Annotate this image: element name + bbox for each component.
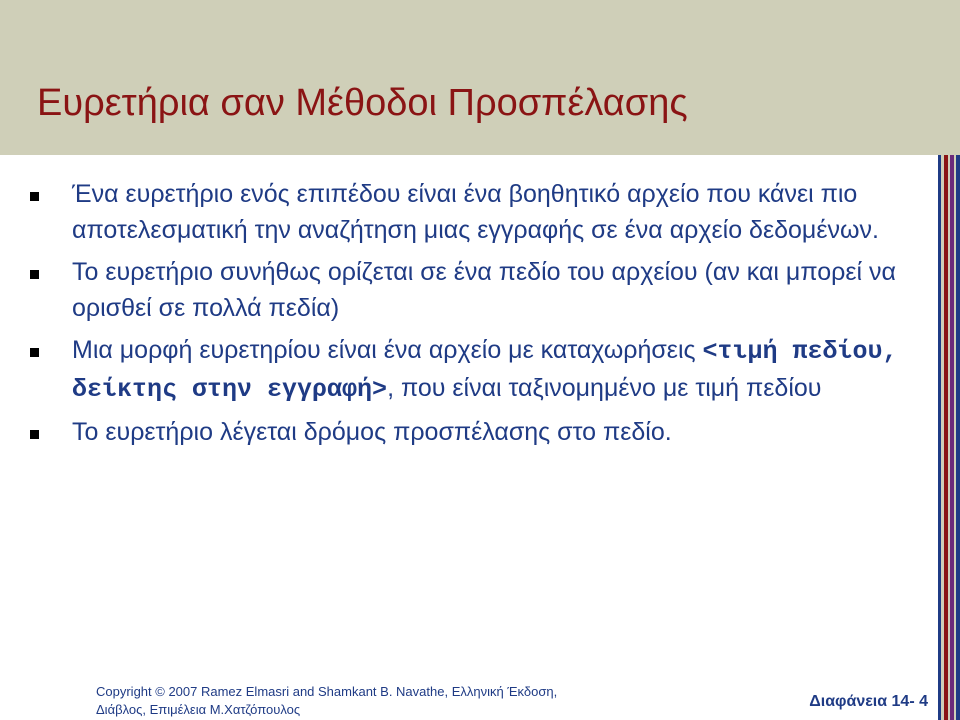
bullet-text-after: , που είναι ταξινομημένο με τιμή πεδίου — [387, 374, 822, 402]
square-bullet-icon — [30, 270, 39, 279]
stripe — [956, 155, 960, 720]
bullet-text: Ένα ευρετήριο ενός επιπέδου είναι ένα βοηθητικό αρχείο που κάνει πιο αποτελεσματική την αναζήτηση μιας εγγραφής σε ένα αρχείο δεδομένων. — [72, 180, 879, 244]
bullet-text-strong: <τιμή πεδίου, δείκτης στην εγγραφή> — [72, 337, 898, 404]
square-bullet-icon — [30, 192, 39, 201]
bullet-item — [30, 254, 910, 326]
bullet-list — [30, 176, 910, 456]
slide-title: Ευρετήρια σαν Μέθοδοι Προσπέλασης — [37, 82, 688, 124]
copyright-line-2: Διάβλος, Επιμέλεια Μ.Χατζόπουλος — [96, 702, 301, 717]
square-bullet-icon — [30, 430, 39, 439]
bullet-item — [30, 176, 910, 248]
title-band — [0, 0, 960, 155]
bullet-item — [30, 414, 910, 450]
decorative-stripes — [938, 155, 960, 720]
bullet-text: Το ευρετήριο συνήθως ορίζεται σε ένα πεδίο του αρχείου (αν και μπορεί να ορισθεί σε πολλά πεδία) — [72, 258, 896, 322]
bullet-item — [30, 332, 910, 408]
bullet-text-before: Μια μορφή ευρετηρίου είναι ένα αρχείο με καταχωρήσεις — [72, 336, 703, 364]
copyright-line-1: Copyright © 2007 Ramez Elmasri and Shamkant B. Navathe, Ελληνική Έκδοση, — [96, 684, 558, 699]
footer-copyright — [96, 683, 557, 719]
slide-number: Διαφάνεια 14- 4 — [809, 693, 928, 710]
bullet-text: Το ευρετήριο λέγεται δρόμος προσπέλασης στο πεδίο. — [72, 418, 672, 446]
square-bullet-icon — [30, 348, 39, 357]
